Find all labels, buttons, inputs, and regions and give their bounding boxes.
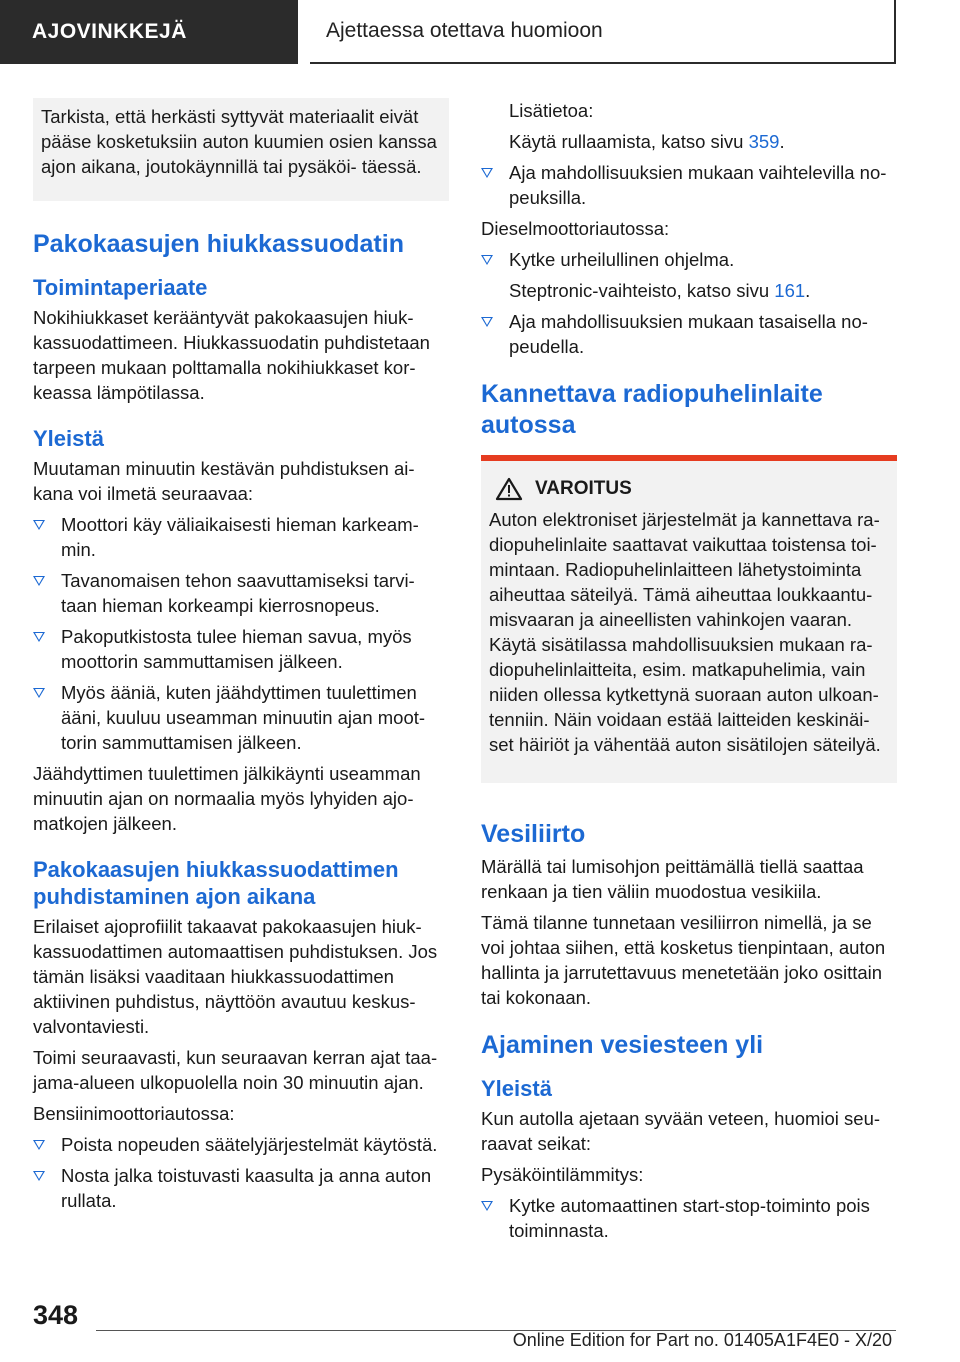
page-link-161[interactable]: 161 bbox=[774, 280, 806, 301]
triangle-bullet-icon bbox=[481, 317, 493, 327]
heading-water-general: Yleistä bbox=[481, 1076, 552, 1101]
aquaplaning-text-2: Tämä tilanne tunnetaan vesiliirron nimellä, ja se voi johtaa siihen, että kosketus tienpintaan, auton hallinta ja jarrutettavuus menetetään joko osittain tai kokonaan. bbox=[481, 912, 886, 1008]
list-item: Moottori käy väliaikaisesti hieman karkeam- min. bbox=[33, 512, 449, 562]
heading-principle: Toimintaperiaate bbox=[33, 275, 208, 300]
page-header bbox=[0, 0, 960, 66]
general-list bbox=[33, 512, 449, 755]
fan-text: Jäähdyttimen tuulettimen jälkikäynti useamman minuutin ajan on normaalia myös lyhyiden ajo- matkojen jälkeen. bbox=[33, 763, 421, 834]
note-box bbox=[33, 98, 449, 201]
list-item: Kytke automaattinen start-stop-toiminto pois toiminnasta. bbox=[481, 1193, 897, 1243]
principle-text: Nokihiukkaset kerääntyvät pakokaasujen hiuk- kassuodattimeen. Hiukkassuodatin puhdistetaan tarpeen mukaan polttamalla nokihiukkaset kor- keassa lämpötilassa. bbox=[33, 307, 430, 403]
triangle-bullet-icon bbox=[33, 520, 45, 530]
triangle-bullet-icon bbox=[481, 1201, 493, 1211]
heading-radio: Kannettava radiopuhelinlaite autossa bbox=[481, 380, 823, 439]
cleaning-text-1: Erilaiset ajoprofiilit takaavat pakokaasujen hiuk- kassuodattimen automaattisen puhdistuksen. Jos tämän lisäksi vaaditaan hiukkassuodattimen aktiivinen puhdistus, näyttöön avautuu keskus- valvontaviesti. bbox=[33, 916, 438, 1037]
list-item: Aja mahdollisuuksien mukaan vaihtelevilla no- peuksilla. bbox=[481, 160, 897, 210]
list-item: Myös ääniä, kuten jäähdyttimen tuulettimen ääni, kuuluu useamman minuutin ajan moot- torin sammuttamisen jälkeen. bbox=[33, 680, 449, 755]
triangle-bullet-icon bbox=[33, 1140, 45, 1150]
diesel-label: Dieselmoottoriautossa: bbox=[481, 218, 670, 239]
chapter-title: Ajettaessa otettava huomioon bbox=[310, 0, 896, 64]
cleaning-text-2: Toimi seuraavasti, kun seuraavan kerran ajat taa- jama-alueen ulkopuolella noin 30 minuutin ajan. bbox=[33, 1047, 438, 1093]
page-link-359[interactable]: 359 bbox=[748, 131, 780, 152]
edition-text: Online Edition for Part no. 01405A1F4E0 - X/20 bbox=[512, 1330, 892, 1350]
list-item: Tavanomaisen tehon saavuttamiseksi tarvi- taan hieman korkeampi kierrosnopeus. bbox=[33, 568, 449, 618]
even-speed-list bbox=[481, 309, 897, 359]
parking-heater-label: Pysäköintilämmitys: bbox=[481, 1164, 644, 1185]
parking-list bbox=[481, 1193, 897, 1243]
list-item: Aja mahdollisuuksien mukaan tasaisella no- peudella. bbox=[481, 309, 897, 359]
warning-title: VAROITUS bbox=[489, 477, 889, 501]
triangle-bullet-icon bbox=[33, 632, 45, 642]
triangle-bullet-icon bbox=[481, 255, 493, 265]
warning-box bbox=[481, 455, 897, 783]
aquaplaning-text-1: Märällä tai lumisohjon peittämällä tiellä saattaa renkaan ja tien väliin muodostua vesikiila. bbox=[481, 856, 864, 902]
page-number: 348 bbox=[33, 1300, 79, 1330]
info-text: Käytä rullaamista, katso sivu 359. bbox=[509, 131, 785, 152]
left-column bbox=[33, 98, 449, 1219]
steptronic-text: Steptronic-vaihteisto, katso sivu 161. bbox=[509, 280, 811, 301]
heading-aquaplaning: Vesiliirto bbox=[481, 820, 586, 848]
note-text: Tarkista, että herkästi syttyvät materiaalit eivät pääse kosketuksiin auton kuumien osien kanssa ajon aikana, joutokäynnillä tai pysäköi- täessä. bbox=[41, 106, 437, 177]
water-text: Kun autolla ajetaan syvään veteen, huomioi seu- raavat seikat: bbox=[481, 1108, 881, 1154]
heading-water-crossing: Ajaminen vesiesteen yli bbox=[481, 1031, 764, 1059]
triangle-bullet-icon bbox=[33, 1171, 45, 1181]
list-item: Poista nopeuden säätelyjärjestelmät käytöstä. bbox=[33, 1132, 449, 1157]
triangle-bullet-icon bbox=[33, 688, 45, 698]
heading-general: Yleistä bbox=[33, 426, 104, 451]
right-column bbox=[481, 98, 897, 1249]
heading-particle-filter: Pakokaasujen hiukkassuodatin bbox=[33, 230, 404, 258]
petrol-label: Bensiinimoottoriautossa: bbox=[33, 1103, 235, 1124]
page-footer bbox=[0, 1300, 960, 1362]
section-title: AJOVINKKEJÄ bbox=[0, 0, 298, 64]
petrol-list bbox=[33, 1132, 449, 1213]
triangle-bullet-icon bbox=[481, 168, 493, 178]
list-item: Nosta jalka toistuvasti kaasulta ja anna auton rullata. bbox=[33, 1163, 449, 1213]
general-text: Muutaman minuutin kestävän puhdistuksen ai- kana voi ilmetä seuraavaa: bbox=[33, 458, 415, 504]
info-label: Lisätietoa: bbox=[509, 100, 594, 121]
triangle-bullet-icon bbox=[33, 576, 45, 586]
warning-text: Auton elektroniset järjestelmät ja kannettava ra- diopuhelinlaite saattavat vaikuttaa toistensa toi- mintaan. Radiopuhelinlaitteen lähetystoiminta aiheuttaa säteilyä. Tämä aiheuttaa loukkaantu- misvaaran ja aineellisten vahinkojen vaaran. Käytä sisätilassa mahdollisuuksien mukaan ra- diopuhelinlaitteita, esim. matkapuhelimia, vain niiden ollessa kytkettynä suoraan auton ulkoan- tenniin. Näin voidaan estää laitteiden keskinäi- set häiriöt ja vähentää auton sisätilojen säteilyä. bbox=[489, 509, 881, 755]
sport-list bbox=[481, 247, 897, 272]
list-item: Kytke urheilullinen ohjelma. bbox=[481, 247, 897, 272]
heading-cleaning: Pakokaasujen hiukkassuodattimen puhdistaminen ajon aikana bbox=[33, 857, 399, 909]
list-item: Pakoputkistosta tulee hieman savua, myös moottorin sammuttamisen jälkeen. bbox=[33, 624, 449, 674]
gear-list bbox=[481, 160, 897, 210]
warning-triangle-icon bbox=[495, 477, 523, 501]
